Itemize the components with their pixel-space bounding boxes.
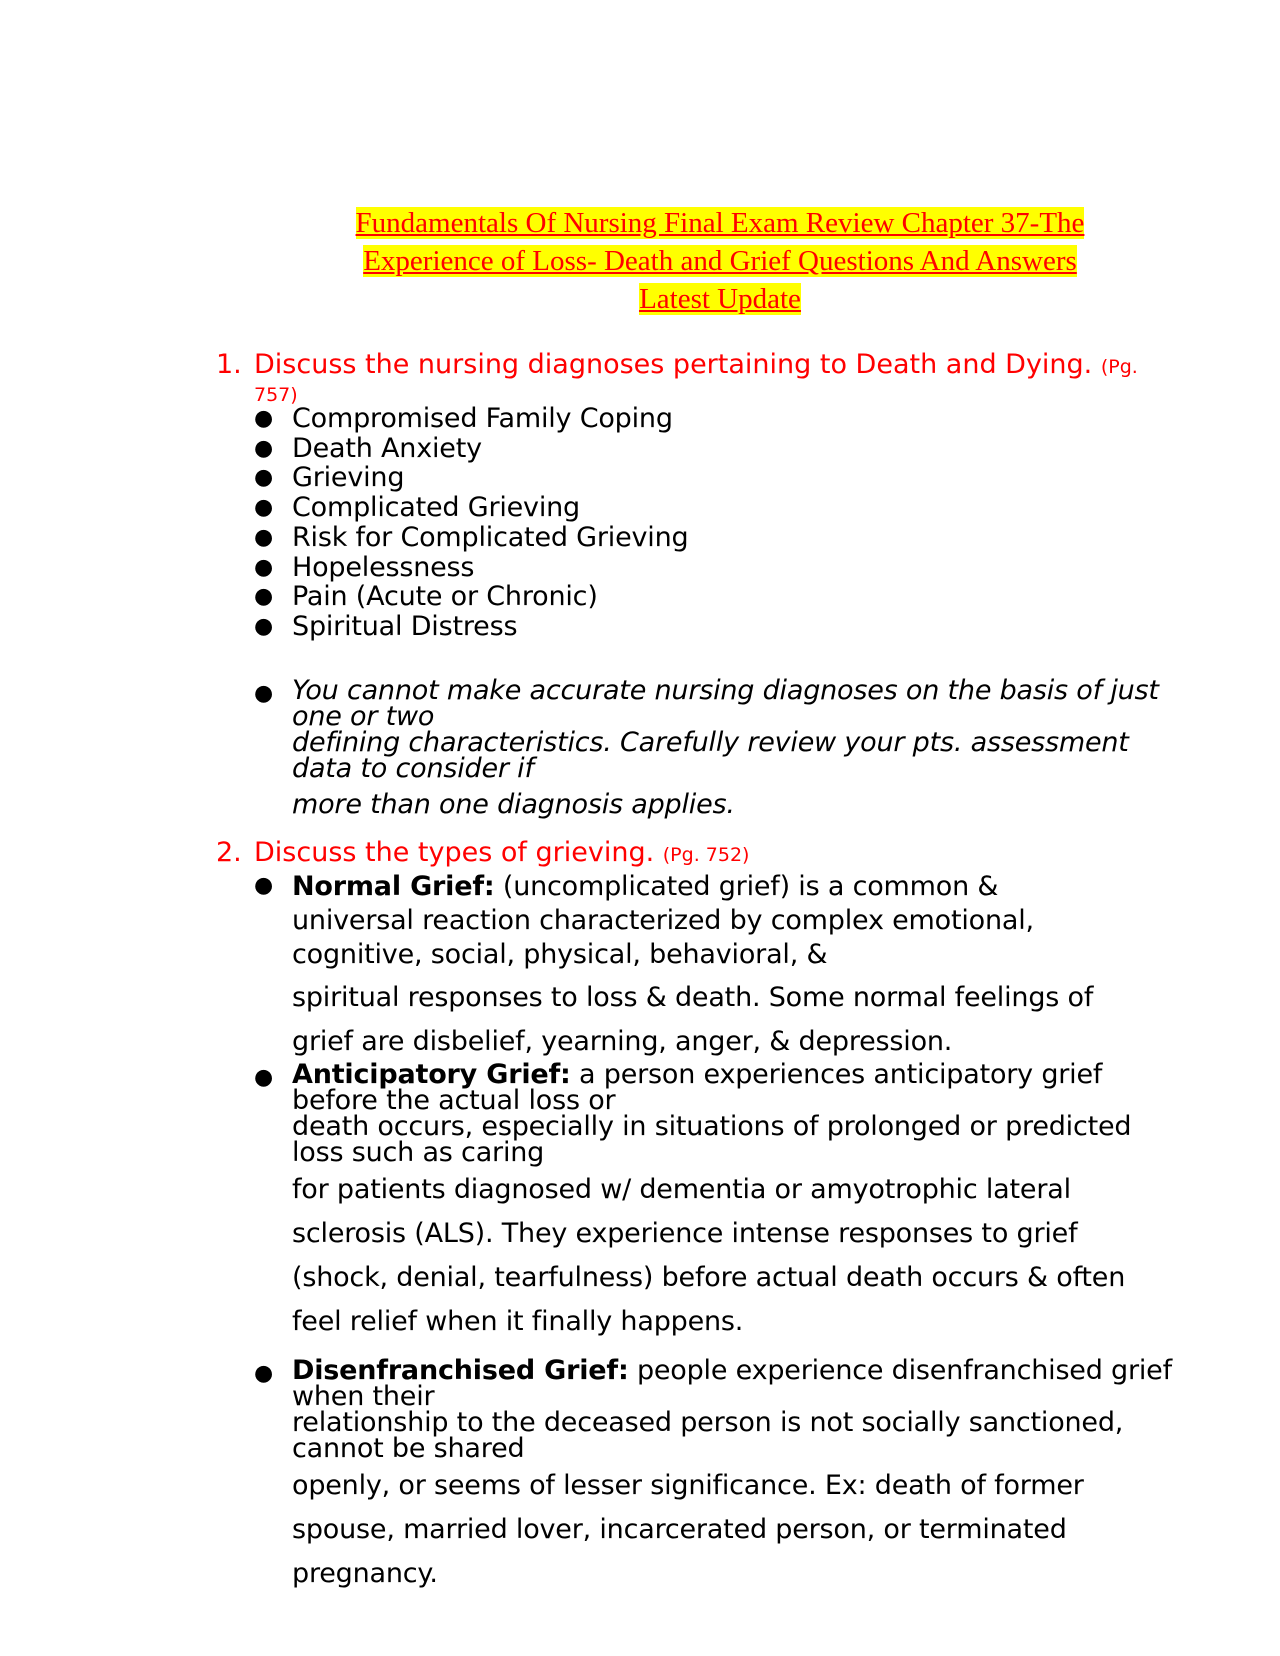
bullet-icon: ● bbox=[254, 406, 273, 431]
normal-grief-term: Normal Grief: bbox=[292, 871, 495, 902]
question-2-heading bbox=[216, 837, 1156, 868]
note-line-1: You cannot make accurate nursing diagnoses on the basis of just bbox=[292, 675, 1159, 706]
title-line-1: Fundamentals Of Nursing Final Exam Review Chapter 37-The bbox=[355, 207, 1085, 239]
list-item: ● Death Anxiety bbox=[254, 432, 482, 464]
question-2-text: Discuss the types of grieving. bbox=[254, 837, 655, 868]
title-line-2: Experience of Loss- Death and Grief Questions And Answers bbox=[363, 245, 1077, 277]
note-line-5: more than one diagnosis applies. bbox=[292, 789, 735, 820]
bullet-icon: ● bbox=[254, 584, 273, 610]
question-2-page-ref: (Pg. 752) bbox=[662, 844, 750, 866]
bullet-icon: ● bbox=[254, 873, 273, 898]
note-line-4: data to consider if bbox=[292, 753, 534, 784]
question-2-number: 2. bbox=[216, 837, 242, 868]
question-1-diagnosis-list bbox=[254, 404, 1174, 642]
document-title bbox=[280, 204, 1160, 318]
bullet-icon: ● bbox=[254, 524, 273, 550]
disenfranchised-grief-term: Disenfranchised Grief: bbox=[292, 1355, 629, 1386]
list-item: ● Hopelessness bbox=[254, 551, 475, 583]
bullet-icon: ● bbox=[254, 554, 273, 580]
bullet-icon: ● bbox=[254, 681, 273, 706]
list-item: ● Compromised Family Coping bbox=[254, 403, 673, 434]
question-1-note bbox=[254, 675, 1174, 824]
bullet-icon: ● bbox=[254, 1065, 273, 1090]
list-item: ● Grieving bbox=[254, 462, 405, 494]
list-item bbox=[254, 675, 1174, 824]
bullet-icon: ● bbox=[254, 465, 273, 491]
note-line-3: defining characteristics. Carefully review your pts. assessment bbox=[292, 727, 1129, 758]
list-item: ● Spiritual Distress bbox=[254, 610, 518, 642]
list-item: ● Disenfranchised Grief: people experience disenfranchised grief when their relationship to the deceased person is not socially sanctioned, cannot be shared openly, or seems of lesser significance. Ex: death of former spouse, married lover, incarcerated person, or terminated pregnancy. bbox=[254, 1355, 1172, 1589]
list-item: ● Complicated Grieving bbox=[254, 492, 580, 524]
question-1-number: 1. bbox=[216, 349, 242, 380]
bullet-icon: ● bbox=[254, 435, 273, 461]
question-1-text: Discuss the nursing diagnoses pertaining to Death and Dying. bbox=[254, 349, 1093, 380]
disenfranchised-grief-item bbox=[254, 1355, 1174, 1596]
question-1-heading bbox=[216, 349, 1156, 408]
list-item: ● Risk for Complicated Grieving bbox=[254, 521, 689, 553]
bullet-icon: ● bbox=[254, 495, 273, 521]
question-1-page-ref-b: 757) bbox=[254, 384, 298, 406]
list-item: ● Normal Grief: (uncomplicated grief) is a common & universal reaction characterized by complex emotional, cognitive, social, physical, behavioral, & spiritual responses to loss & death. Some normal feelings of grief are disbelief, yearning, anger, & depression. bbox=[254, 871, 1094, 1057]
bullet-icon: ● bbox=[254, 1361, 273, 1386]
normal-grief-item bbox=[254, 870, 1174, 1064]
question-1-page-ref-a: (Pg. bbox=[1100, 356, 1138, 378]
list-item: ● Pain (Acute or Chronic) bbox=[254, 581, 598, 613]
title-line-3: Latest Update bbox=[639, 283, 801, 315]
anticipatory-grief-term: Anticipatory Grief: bbox=[292, 1059, 571, 1090]
bullet-icon: ● bbox=[254, 613, 273, 639]
note-line-2: one or two bbox=[292, 701, 435, 732]
anticipatory-grief-item bbox=[254, 1059, 1174, 1344]
list-item: ● Anticipatory Grief: a person experiences anticipatory grief before the actual loss or death occurs, especially in situations of prolonged or predicted loss such as caring for patients diagnosed w/ dementia or amyotrophic lateral sclerosis (ALS). They experience intense responses to grief (shock, denial, tearfulness) before actual death occurs & often feel relief when it finally happens. bbox=[254, 1059, 1132, 1337]
